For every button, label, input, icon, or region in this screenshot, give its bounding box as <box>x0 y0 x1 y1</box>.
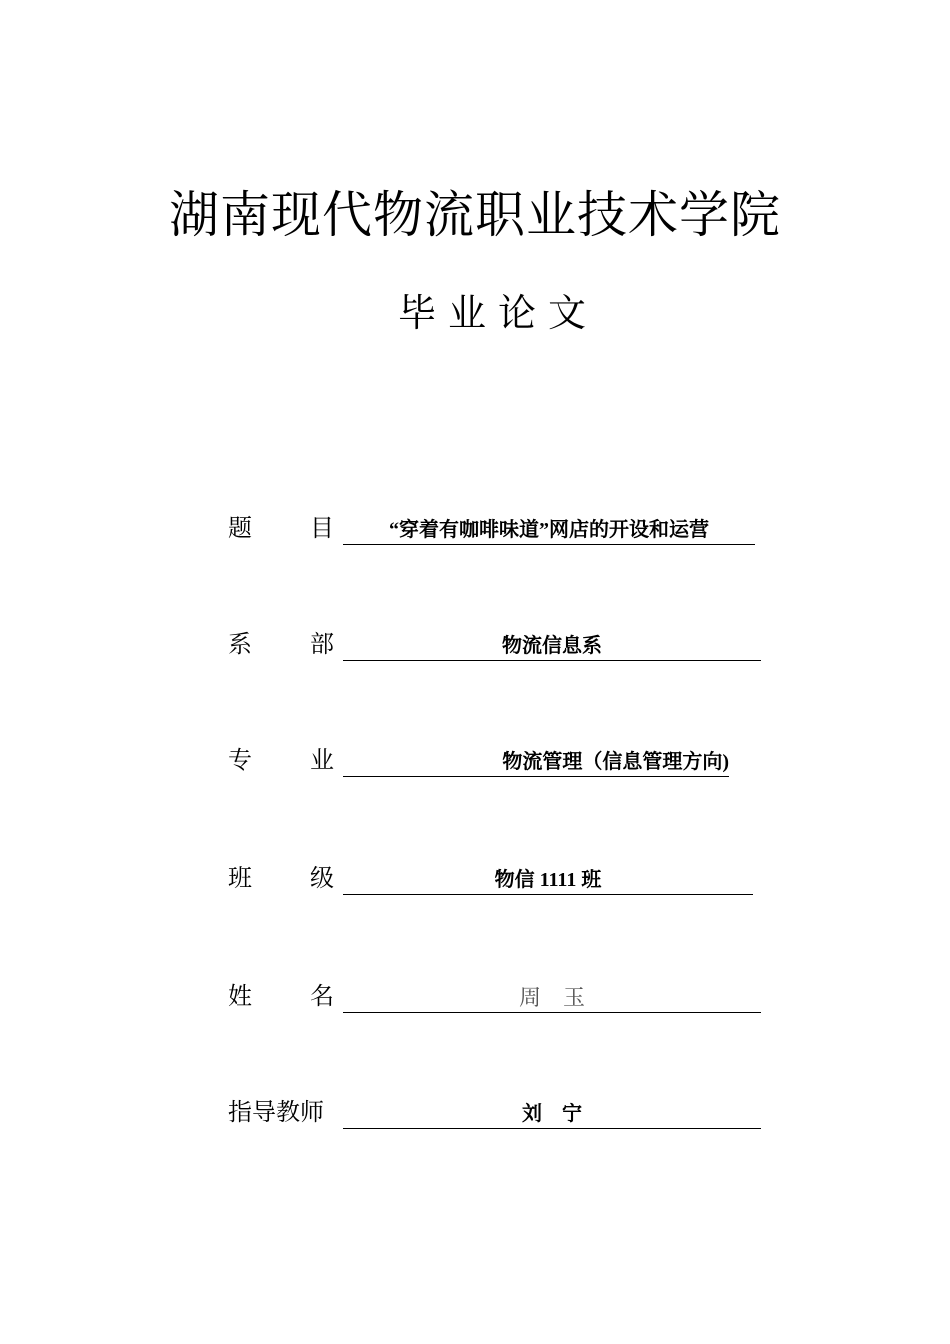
field-class <box>228 854 768 894</box>
field-class-label-char-1: 班 <box>228 864 252 892</box>
field-name <box>228 972 768 1012</box>
field-class-label <box>228 862 334 894</box>
field-advisor-value: 刘 宁 <box>343 1100 761 1129</box>
field-major <box>228 736 768 776</box>
document-type: 毕业论文 <box>397 291 598 335</box>
field-advisor-label-text: 指导教师 <box>228 1098 324 1126</box>
field-department <box>228 620 768 660</box>
field-major-label <box>228 744 334 776</box>
field-major-label-char-1: 专 <box>228 746 252 774</box>
school-name: 湖南现代物流职业技术学院 <box>169 186 781 244</box>
field-class-label-char-2: 级 <box>310 864 334 892</box>
field-department-label-char-2: 部 <box>310 630 334 658</box>
field-title-label-char-2: 目 <box>310 514 334 542</box>
field-advisor-label <box>228 1096 338 1128</box>
field-department-label-char-1: 系 <box>228 630 252 658</box>
field-title-label-char-1: 题 <box>228 514 252 542</box>
field-class-value: 物信 1111 班 <box>343 866 753 895</box>
field-title-value: “穿着有咖啡味道”网店的开设和运营 <box>343 516 755 545</box>
field-name-label <box>228 980 334 1012</box>
field-major-label-char-2: 业 <box>310 746 334 774</box>
field-department-label <box>228 628 334 660</box>
field-title-label <box>228 512 334 544</box>
field-name-value: 周 玉 <box>343 984 761 1013</box>
field-advisor <box>228 1088 768 1128</box>
field-name-label-char-2: 名 <box>310 982 334 1010</box>
field-major-value: 物流管理（信息管理方向) <box>343 748 729 777</box>
field-title <box>228 504 768 544</box>
field-department-value: 物流信息系 <box>343 632 761 661</box>
field-name-label-char-1: 姓 <box>228 982 252 1010</box>
